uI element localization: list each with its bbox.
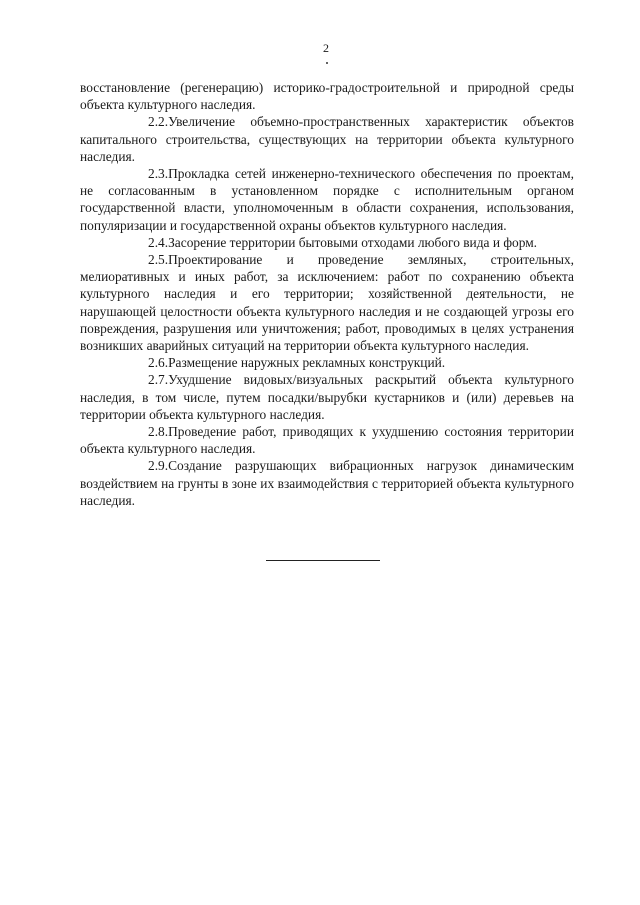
item-text: Увеличение объемно-пространственных характеристик объектов капитального строительства, существующих на территории объекта культурного наследия. — [80, 114, 574, 164]
list-item-2-7 — [80, 371, 574, 423]
item-text: Проектирование и проведение земляных, строительных, мелиоративных и иных работ, за исключением: работ по сохранению объекта культурного наследия и его территории; хозяйственной деятельности, не нарушающей целостности объекта культурного наследия и не создающей угрозы его повреждения, разрушения или уничтожения; работ, проводимых в целях устранения возникших аварийных ситуаций на территории объекта культурного наследия. — [80, 252, 574, 354]
list-item-2-6 — [80, 354, 574, 371]
list-item-2-5 — [80, 251, 574, 354]
item-text: Создание разрушающих вибрационных нагрузок динамическим воздействием на грунты в зоне их взаимодействия с территорией объекта культурного наследия. — [80, 458, 574, 508]
list-item-2-4 — [80, 234, 574, 251]
item-number: 2.2. — [148, 114, 169, 130]
item-number: 2.5. — [148, 252, 169, 268]
continuation-paragraph: восстановление (регенерацию) историко-градостроительной и природной среды объекта культурного наследия. — [80, 80, 574, 113]
item-number: 2.9. — [148, 458, 169, 474]
document-body — [80, 79, 574, 509]
list-item-2-9 — [80, 457, 574, 509]
item-number: 2.4. — [148, 234, 169, 250]
page-number: 2 — [323, 41, 329, 55]
item-text: Засорение территории бытовыми отходами любого вида и форм. — [168, 234, 538, 250]
item-number: 2.7. — [148, 372, 169, 388]
list-item-2-8 — [80, 423, 574, 457]
item-number: 2.8. — [148, 424, 169, 440]
item-text: Прокладка сетей инженерно-технического обеспечения по проектам, не согласованным в установленном порядке с исполнительным органом государственной власти, уполномоченным в области сохранения, использования, популяризации и государственной охраны объектов культурного наследия. — [80, 166, 574, 233]
item-text: Размещение наружных рекламных конструкций. — [168, 355, 446, 371]
closing-divider — [266, 560, 380, 561]
scan-speck — [326, 62, 328, 64]
item-number: 2.3. — [148, 166, 169, 182]
list-item-2-3 — [80, 165, 574, 234]
item-text: Ухудшение видовых/визуальных раскрытий объекта культурного наследия, в том числе, путем посадки/вырубки кустарников и (или) деревьев на территории объекта культурного наследия. — [80, 372, 574, 422]
list-item-2-2 — [80, 113, 574, 165]
item-text: Проведение работ, приводящих к ухудшению состояния территории объекта культурного наследия. — [80, 424, 574, 457]
item-number: 2.6. — [148, 355, 169, 371]
